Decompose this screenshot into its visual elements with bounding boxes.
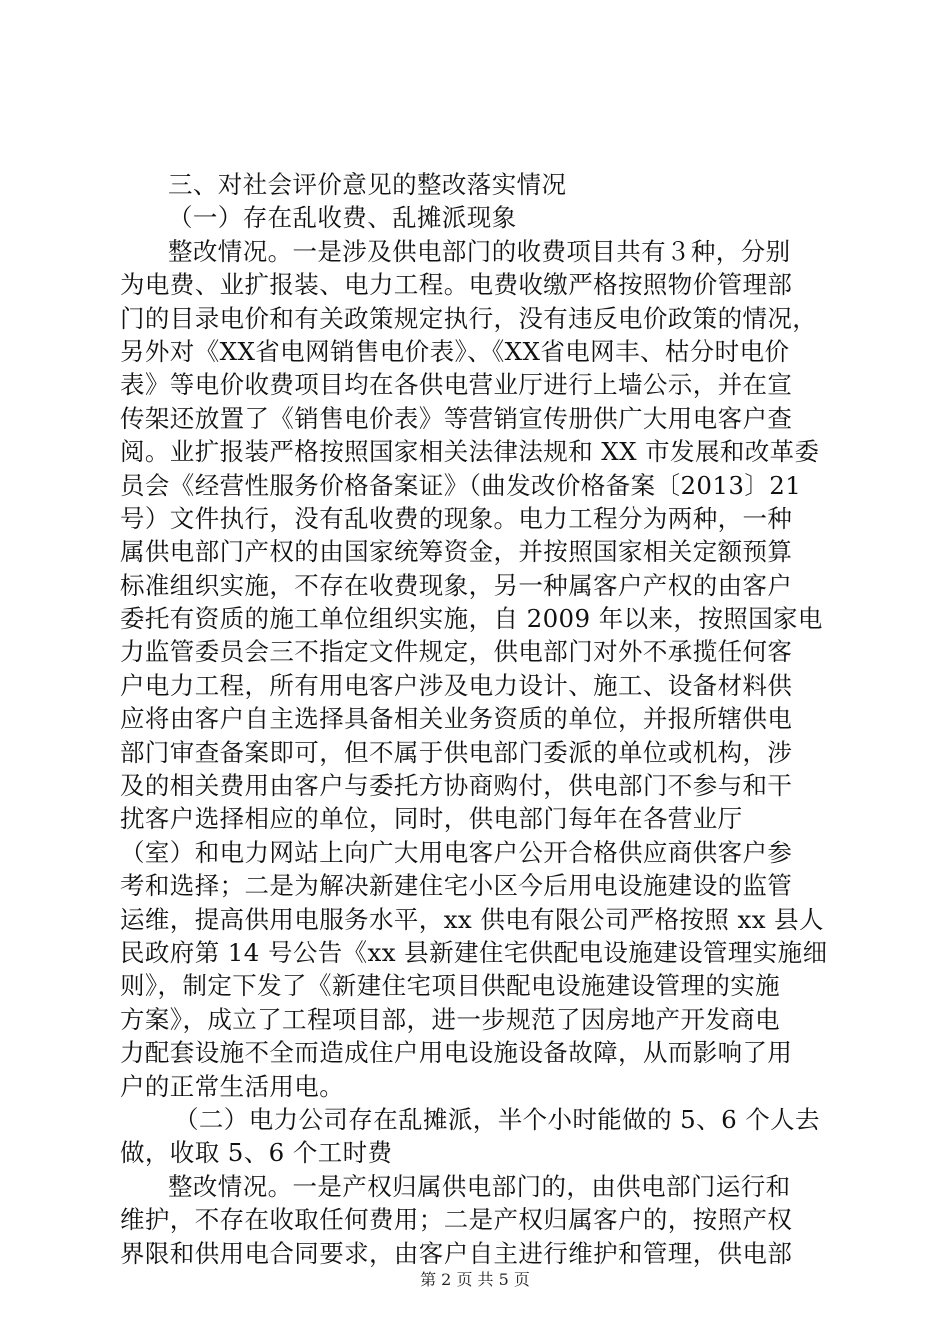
text-line: 门的目录电价和有关政策规定执行，没有违反电价政策的情况， bbox=[120, 303, 818, 333]
text-line: 整改情况。一是产权归属供电部门的，由供电部门运行和 bbox=[168, 1171, 791, 1201]
text-line: 运维，提高供用电服务水平，xx 供电有限公司严格按照 xx 县人 bbox=[120, 904, 824, 934]
text-line: 为电费、业扩报装、电力工程。电费收缴严格按照物价管理部 bbox=[120, 270, 793, 300]
text-line: 扰客户选择相应的单位，同时，供电部门每年在各营业厅 bbox=[120, 804, 743, 834]
text-line: 整改情况。一是涉及供电部门的收费项目共有３种，分别 bbox=[168, 236, 791, 266]
text-line: 则》，制定下发了《新建住宅项目供配电设施建设管理的实施 bbox=[120, 971, 781, 1001]
text-line: 另外对《XX省电网销售电价表》、《XX省电网丰、枯分时电价 bbox=[120, 336, 790, 366]
text-line: 三、对社会评价意见的整改落实情况 bbox=[168, 170, 567, 199]
text-line: 民政府第 14 号公告《xx 县新建住宅供配电设施建设管理实施细 bbox=[120, 937, 828, 967]
text-line: 考和选择；二是为解决新建住宅小区今后用电设施建设的监管 bbox=[120, 871, 793, 901]
page-footer: 第 2 页 共 5 页 bbox=[420, 1270, 530, 1289]
text-line: （二）电力公司存在乱摊派，半个小时能做的 5、6 个人去 bbox=[174, 1104, 820, 1134]
text-line: （一）存在乱收费、乱摊派现象 bbox=[168, 203, 517, 233]
text-line: 属供电部门产权的由国家统筹资金，并按照国家相关定额预算 bbox=[120, 537, 793, 567]
text-line: 部门审查备案即可，但不属于供电部门委派的单位或机构，涉 bbox=[120, 737, 793, 767]
text-line: 表》等电价收费项目均在各供电营业厅进行上墙公示，并在宣 bbox=[120, 370, 793, 400]
text-line: 方案》，成立了工程项目部，进一步规范了因房地产开发商电 bbox=[120, 1004, 781, 1034]
text-line: 传架还放置了《销售电价表》等营销宣传册供广大用电客户查 bbox=[120, 403, 793, 433]
text-line: 标准组织实施，不存在收费现象，另一种属客户产权的由客户 bbox=[120, 570, 793, 600]
text-line: 委托有资质的施工单位组织实施，自 2009 年以来，按照国家电 bbox=[120, 604, 823, 634]
text-line: 力配套设施不全而造成住户用电设施设备故障，从而影响了用 bbox=[120, 1038, 793, 1068]
text-line: 号）文件执行，没有乱收费的现象。电力工程分为两种，一种 bbox=[120, 503, 793, 533]
text-line: 员会《经营性服务价格备案证》（曲发改价格备案〔2013〕21 bbox=[120, 470, 802, 500]
text-line: 及的相关费用由客户与委托方协商购付，供电部门不参与和干 bbox=[120, 771, 793, 801]
text-line: 户的正常生活用电。 bbox=[120, 1071, 345, 1101]
text-line: 户电力工程，所有用电客户涉及电力设计、施工、设备材料供 bbox=[120, 670, 793, 700]
text-line: 界限和供用电合同要求，由客户自主进行维护和管理，供电部 bbox=[120, 1238, 793, 1268]
document-body bbox=[120, 168, 832, 1270]
text-line: 维护，不存在收取任何费用；二是产权归属客户的，按照产权 bbox=[120, 1205, 793, 1235]
text-line: （室）和电力网站上向广大用电客户公开合格供应商供客户参 bbox=[120, 837, 793, 867]
text-line: 应将由客户自主选择具备相关业务资质的单位，并报所辖供电 bbox=[120, 704, 793, 734]
text-line: 阅。业扩报装严格按照国家相关法律法规和 XX 市发展和改革委 bbox=[120, 437, 820, 467]
text-line: 做，收取 5、6 个工时费 bbox=[120, 1138, 393, 1168]
text-line: 力监管委员会三不指定文件规定，供电部门对外不承揽任何客 bbox=[120, 637, 793, 667]
